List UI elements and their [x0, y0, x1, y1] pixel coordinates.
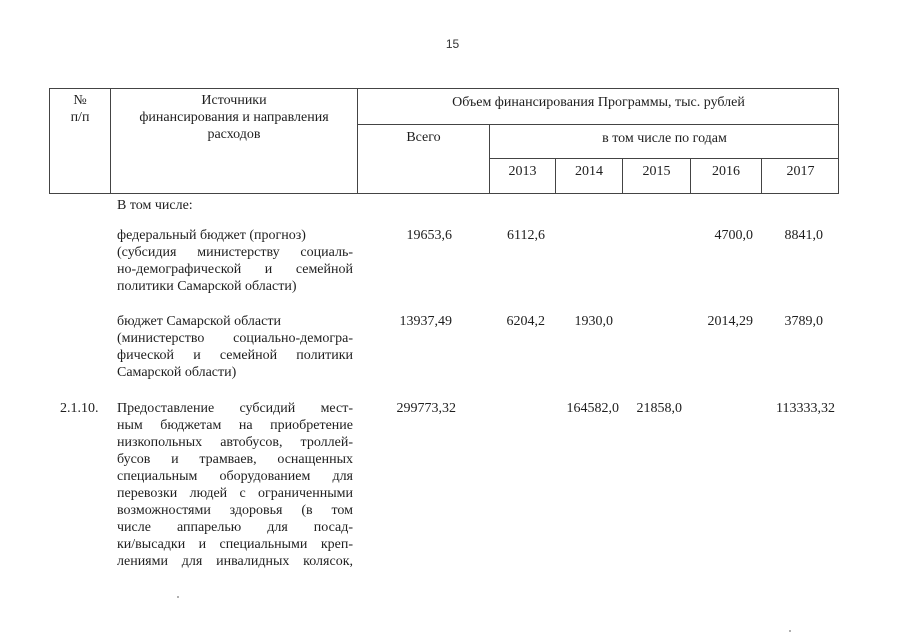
- item-2017: 113333,32: [776, 401, 835, 416]
- item-line: перевозки людей с ограниченными: [117, 486, 353, 501]
- item-line: бусов и трамваев, оснащенных: [117, 452, 353, 467]
- header-volume: Объем финансирования Программы, тыс. рублей: [452, 95, 745, 110]
- item-description: [117, 400, 353, 570]
- item-2015: 21858,0: [636, 401, 682, 416]
- header-num-line2: п/п: [70, 110, 90, 125]
- including-label: В том числе:: [117, 198, 193, 213]
- header-year-2015: 2015: [642, 164, 671, 179]
- header-year-2013: 2013: [508, 164, 537, 179]
- federal-2013: 6112,6: [507, 228, 545, 243]
- regional-description: [117, 313, 353, 381]
- regional-line: бюджет Самарской области: [117, 314, 281, 329]
- regional-line: фической и семейной политики: [117, 348, 353, 363]
- federal-total: 19653,6: [406, 228, 452, 243]
- item-2014: 164582,0: [566, 401, 619, 416]
- header-divider: [489, 158, 839, 159]
- regional-2014: 1930,0: [574, 314, 613, 329]
- item-line: ки/высадки и специальными креп-: [117, 537, 353, 552]
- item-line: возможностями здоровья (в том: [117, 503, 353, 518]
- federal-line: но-демографической и семейной: [117, 262, 353, 277]
- header-year-2016: 2016: [712, 164, 740, 179]
- scan-speck: [789, 630, 791, 632]
- regional-line: Самарской области): [117, 365, 237, 380]
- header-sources-line3: расходов: [207, 127, 261, 142]
- header-year-2014: 2014: [575, 164, 603, 179]
- header-by-years: в том числе по годам: [602, 131, 727, 146]
- regional-2013: 6204,2: [506, 314, 545, 329]
- item-line: лениями для инвалидных колясок,: [117, 554, 353, 569]
- regional-2017: 3789,0: [784, 314, 823, 329]
- item-line: низкопольных автобусов, троллей-: [117, 435, 353, 450]
- item-number: 2.1.10.: [60, 401, 99, 416]
- item-line: Предоставление субсидий мест-: [117, 401, 353, 416]
- scan-speck: [177, 596, 179, 598]
- federal-line: (субсидия министерству социаль-: [117, 245, 353, 260]
- page-number: 15: [445, 37, 460, 51]
- federal-2016: 4700,0: [714, 228, 753, 243]
- header-sources-line2: финансирования и направления: [139, 110, 329, 125]
- item-total: 299773,32: [396, 401, 456, 416]
- federal-line: политики Самарской области): [117, 279, 297, 294]
- federal-2017: 8841,0: [784, 228, 823, 243]
- item-line: числе аппарелью для посад-: [117, 520, 353, 535]
- header-year-2017: 2017: [786, 164, 815, 179]
- item-line: ным бюджетам на приобретение: [117, 418, 353, 433]
- header-sources-line1: Источники: [201, 93, 267, 108]
- header-total: Всего: [406, 130, 441, 145]
- header-divider: [357, 124, 839, 125]
- regional-2016: 2014,29: [707, 314, 753, 329]
- federal-line: федеральный бюджет (прогноз): [117, 228, 306, 243]
- federal-description: [117, 227, 353, 295]
- item-line: специальным оборудованием для: [117, 469, 353, 484]
- regional-line: (министерство социально-демогра-: [117, 331, 353, 346]
- header-num-line1: №: [73, 93, 87, 108]
- regional-total: 13937,49: [399, 314, 452, 329]
